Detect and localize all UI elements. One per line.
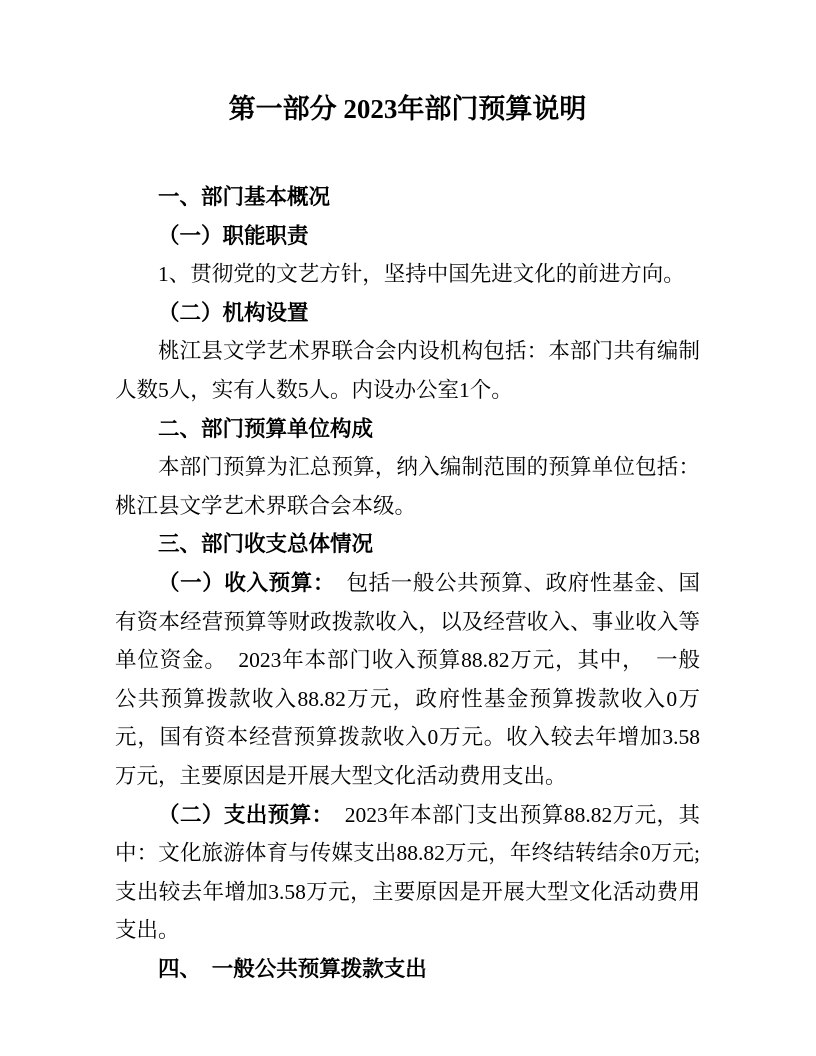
document-title: 第一部分 2023年部门预算说明	[228, 94, 587, 124]
paragraph: 1、贯彻党的文艺方针，坚持中国先进文化的前进方向。	[158, 262, 685, 287]
section-heading: 四、 一般公共预算拨款支出	[158, 956, 427, 981]
document-content	[115, 89, 700, 988]
paragraph: （一）收入预算： 包括一般公共预算、政府性基金、国有资本经营预算等财政拨款收入，以及经营收入、事业收入等单位资金。 2023年本部门收入预算88.82万元，其中， 一般公共预算拨款收入88.82万元，政府性基金预算拨款收入0万元，国有资本经营预算拨款收入0万元。收入较去年增加3.58万元，主要原因是开展大型文化活动费用支出。	[115, 570, 700, 788]
section-heading: 一、部门基本概况	[158, 185, 331, 209]
section-heading: （一）职能职责	[158, 223, 309, 248]
paragraph: 桃江县文学艺术界联合会内设机构包括：本部门共有编制人数5人，实有人数5人。内设办公室1个。	[115, 339, 700, 402]
section-heading: 三、部门收支总体情况	[158, 532, 374, 557]
section-heading: 二、部门预算单位构成	[158, 416, 374, 441]
section-heading: （二）机构设置	[158, 300, 309, 325]
paragraph: 本部门预算为汇总预算，纳入编制范围的预算单位包括：桃江县文学艺术界联合会本级。	[115, 455, 700, 518]
paragraph-lead: （二）支出预算：	[158, 802, 323, 827]
paragraph-lead: （一）收入预算：	[158, 570, 325, 595]
document-body	[115, 178, 700, 988]
paragraph: （二）支出预算： 2023年本部门支出预算88.82万元，其中：文化旅游体育与传媒支出88.82万元，年终结转结余0万元;支出较去年增加3.58万元，主要原因是开展大型文化活动费用支出。	[115, 802, 700, 943]
